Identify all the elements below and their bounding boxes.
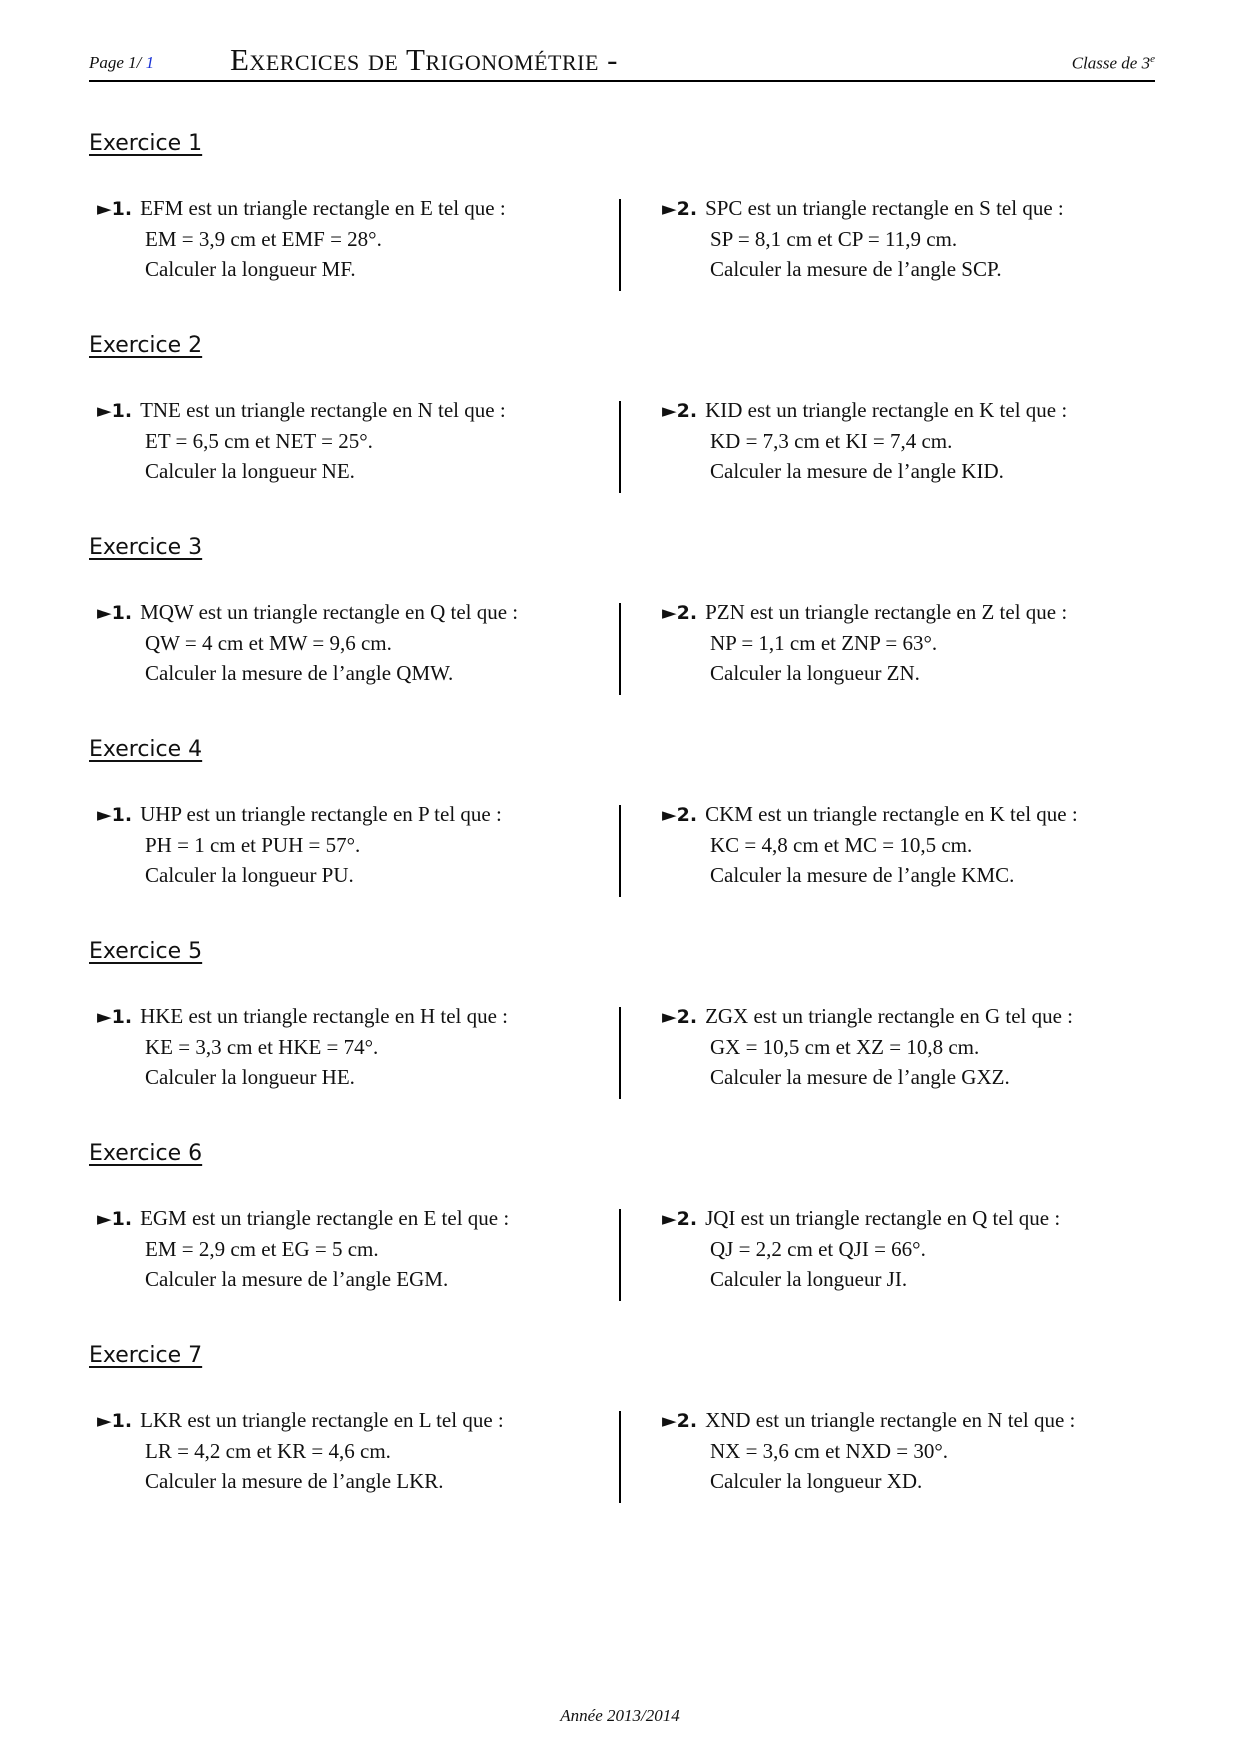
exercise-title: Exercice 4 [89, 737, 203, 762]
item-marker: ►2. [662, 198, 698, 220]
item-data: QJ = 2,2 cm et QJI = 66°. [710, 1237, 926, 1261]
item-marker: ►2. [662, 602, 698, 624]
column-divider [619, 1007, 621, 1099]
item-statement: CKM est un triangle rectangle en K tel que : [705, 802, 1078, 826]
item-question: Calculer la longueur JI. [710, 1267, 908, 1291]
item-data: NX = 3,6 cm et NXD = 30°. [710, 1439, 948, 1463]
page-label: Page 1/ [89, 53, 142, 72]
item-data: EM = 3,9 cm et EMF = 28°. [145, 227, 382, 251]
item-question: Calculer la mesure de l’angle QMW. [145, 661, 454, 685]
page-header [89, 40, 1155, 82]
exercise-3 [89, 535, 1155, 725]
item-data: NP = 1,1 cm et ZNP = 63°. [710, 631, 938, 655]
item-statement: TNE est un triangle rectangle en N tel que : [140, 398, 506, 422]
exercise-item-1 [97, 193, 607, 284]
item-question: Calculer la longueur NE. [145, 459, 355, 483]
item-data: PH = 1 cm et PUH = 57°. [145, 833, 361, 857]
class-superscript: e [1150, 53, 1155, 65]
page-number [89, 53, 154, 73]
page-total-link[interactable]: 1 [145, 53, 155, 72]
item-data: GX = 10,5 cm et XZ = 10,8 cm. [710, 1035, 980, 1059]
item-data: QW = 4 cm et MW = 9,6 cm. [145, 631, 392, 655]
class-label [1072, 53, 1155, 74]
exercise-item-2 [662, 1405, 1162, 1496]
exercise-item-2 [662, 395, 1162, 486]
item-question: Calculer la longueur XD. [710, 1469, 923, 1493]
item-statement: KID est un triangle rectangle en K tel que : [705, 398, 1068, 422]
exercise-item-1 [97, 597, 607, 688]
item-marker: ►2. [662, 1208, 698, 1230]
exercise-item-1 [97, 1203, 607, 1294]
column-divider [619, 1209, 621, 1301]
exercise-item-2 [662, 799, 1162, 890]
exercise-item-1 [97, 1001, 607, 1092]
item-marker: ►1. [97, 198, 133, 220]
item-marker: ►2. [662, 400, 698, 422]
item-question: Calculer la mesure de l’angle KID. [710, 459, 1004, 483]
item-marker: ►1. [97, 1208, 133, 1230]
item-question: Calculer la mesure de l’angle SCP. [710, 257, 1002, 281]
item-data: KC = 4,8 cm et MC = 10,5 cm. [710, 833, 973, 857]
page-footer: Année 2013/2014 [560, 1706, 680, 1725]
exercise-item-1 [97, 395, 607, 486]
exercise-item-2 [662, 193, 1162, 284]
item-statement: PZN est un triangle rectangle en Z tel que : [705, 600, 1068, 624]
exercise-item-2 [662, 597, 1162, 688]
item-statement: LKR est un triangle rectangle en L tel que : [140, 1408, 504, 1432]
item-statement: JQI est un triangle rectangle en Q tel que : [705, 1206, 1061, 1230]
item-statement: EFM est un triangle rectangle en E tel que : [140, 196, 506, 220]
exercise-title: Exercice 5 [89, 939, 203, 964]
item-statement: XND est un triangle rectangle en N tel que : [705, 1408, 1076, 1432]
item-question: Calculer la longueur HE. [145, 1065, 355, 1089]
class-text: Classe de 3 [1071, 53, 1151, 73]
item-data: KE = 3,3 cm et HKE = 74°. [145, 1035, 379, 1059]
exercise-title: Exercice 3 [89, 535, 203, 560]
column-divider [619, 805, 621, 897]
item-statement: HKE est un triangle rectangle en H tel que : [140, 1004, 509, 1028]
exercise-item-1 [97, 799, 607, 890]
item-question: Calculer la mesure de l’angle EGM. [145, 1267, 449, 1291]
item-marker: ►1. [97, 1410, 133, 1432]
exercise-item-2 [662, 1203, 1162, 1294]
item-marker: ►2. [662, 1006, 698, 1028]
item-question: Calculer la mesure de l’angle GXZ. [710, 1065, 1010, 1089]
item-marker: ►1. [97, 400, 133, 422]
item-marker: ►2. [662, 1410, 698, 1432]
item-data: SP = 8,1 cm et CP = 11,9 cm. [710, 227, 958, 251]
item-marker: ►2. [662, 804, 698, 826]
exercise-item-1 [97, 1405, 607, 1496]
column-divider [619, 1411, 621, 1503]
item-question: Calculer la longueur PU. [145, 863, 354, 887]
item-question: Calculer la mesure de l’angle KMC. [710, 863, 1015, 887]
item-statement: UHP est un triangle rectangle en P tel que : [140, 802, 502, 826]
exercise-7 [89, 1343, 1155, 1533]
document-title: Exercices de Trigonométrie - [230, 42, 618, 77]
column-divider [619, 199, 621, 291]
item-statement: ZGX est un triangle rectangle en G tel que : [705, 1004, 1074, 1028]
exercise-title: Exercice 1 [89, 131, 203, 156]
item-data: LR = 4,2 cm et KR = 4,6 cm. [145, 1439, 391, 1463]
item-question: Calculer la mesure de l’angle LKR. [145, 1469, 444, 1493]
exercise-6 [89, 1141, 1155, 1331]
exercise-title: Exercice 7 [89, 1343, 203, 1368]
item-statement: EGM est un triangle rectangle en E tel que : [140, 1206, 510, 1230]
item-marker: ►1. [97, 804, 133, 826]
exercise-title: Exercice 6 [89, 1141, 203, 1166]
exercise-1 [89, 131, 1155, 321]
exercise-4 [89, 737, 1155, 927]
item-marker: ►1. [97, 1006, 133, 1028]
exercise-title: Exercice 2 [89, 333, 203, 358]
item-question: Calculer la longueur ZN. [710, 661, 920, 685]
exercise-item-2 [662, 1001, 1162, 1092]
item-data: ET = 6,5 cm et NET = 25°. [145, 429, 373, 453]
item-data: KD = 7,3 cm et KI = 7,4 cm. [710, 429, 953, 453]
item-statement: SPC est un triangle rectangle en S tel que : [705, 196, 1064, 220]
exercise-5 [89, 939, 1155, 1129]
exercise-2 [89, 333, 1155, 523]
item-data: EM = 2,9 cm et EG = 5 cm. [145, 1237, 379, 1261]
column-divider [619, 401, 621, 493]
column-divider [619, 603, 621, 695]
item-statement: MQW est un triangle rectangle en Q tel que : [140, 600, 519, 624]
item-question: Calculer la longueur MF. [145, 257, 356, 281]
item-marker: ►1. [97, 602, 133, 624]
